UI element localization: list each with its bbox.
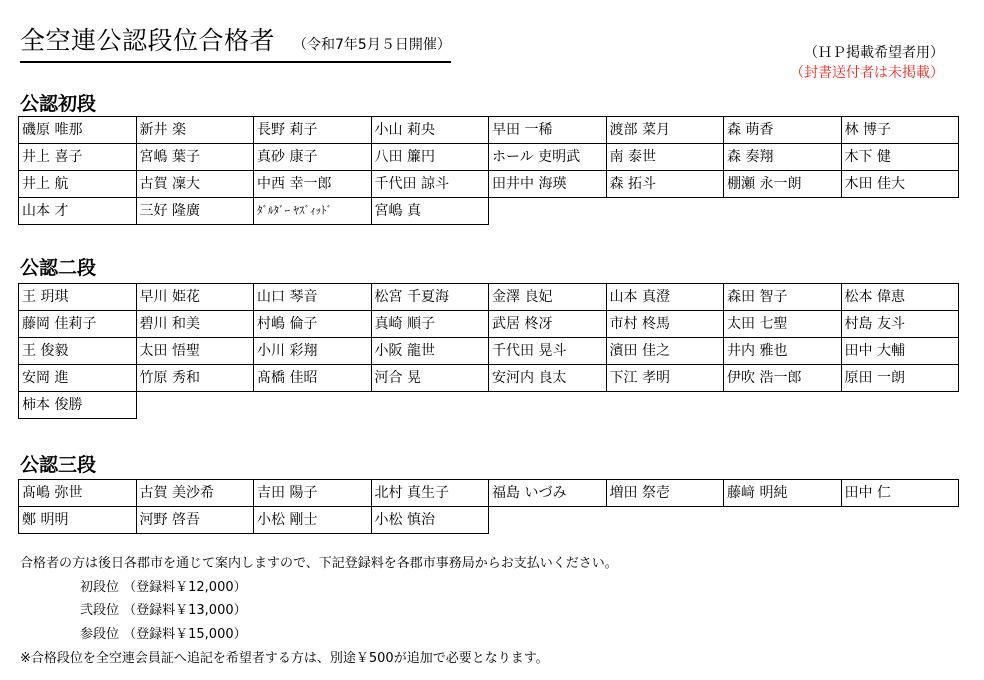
name-cell: 髙橋 佳昭 xyxy=(254,365,372,392)
name-cell: 早川 姫花 xyxy=(137,284,255,311)
name-cell: 小松 剛士 xyxy=(254,507,372,534)
name-cell: 田中 仁 xyxy=(842,480,960,507)
name-cell: 中西 幸一郎 xyxy=(254,171,372,198)
name-cell: 森 拓斗 xyxy=(607,171,725,198)
name-cell: 真砂 康子 xyxy=(254,144,372,171)
name-cell: 竹原 秀和 xyxy=(137,365,255,392)
name-cell: 福島 いづみ xyxy=(489,480,607,507)
fee-nidan: 弐段位 （登録料￥13,000） xyxy=(80,603,247,618)
name-cell: 古賀 美沙希 xyxy=(137,480,255,507)
name-cell: 濱田 佳之 xyxy=(607,338,725,365)
name-cell: 長野 莉子 xyxy=(254,117,372,144)
name-cell: 安岡 進 xyxy=(19,365,137,392)
name-cell: ﾀﾞﾙﾀﾞｰ ﾔｽﾞｨｯﾄﾞ xyxy=(254,198,372,225)
name-cell: 千代田 晃斗 xyxy=(489,338,607,365)
footer-note: ※合格段位を全空連会員証へ追記を希望者する方は、別途￥500が追加で必要となります。 xyxy=(20,651,549,666)
name-cell: 千代田 諒斗 xyxy=(372,171,490,198)
name-cell: 碧川 和美 xyxy=(137,311,255,338)
name-cell: 木下 健 xyxy=(842,144,960,171)
name-cell: 棚瀬 永一朗 xyxy=(724,171,842,198)
name-cell: 小松 慎治 xyxy=(372,507,490,534)
name-cell: 田井中 海瑛 xyxy=(489,171,607,198)
name-cell: 太田 七聖 xyxy=(724,311,842,338)
name-cell: 松宮 千夏海 xyxy=(372,284,490,311)
name-cell: 金澤 良妃 xyxy=(489,284,607,311)
names-table-shodan xyxy=(18,116,959,225)
fee-shodan: 初段位 （登録料￥12,000） xyxy=(80,580,247,595)
name-cell: 山口 琴音 xyxy=(254,284,372,311)
name-cell: 小阪 龍世 xyxy=(372,338,490,365)
name-cell: 河野 啓吾 xyxy=(137,507,255,534)
name-cell: 木田 佳大 xyxy=(842,171,960,198)
section-title-sandan: 公認三段 xyxy=(20,454,97,476)
hp-note: （ＨＰ掲載希望者用） xyxy=(804,45,944,61)
names-table-nidan xyxy=(18,283,959,419)
name-cell: 八田 簾円 xyxy=(372,144,490,171)
mail-note: （封書送付者は未掲載） xyxy=(790,65,944,81)
name-cell: 磯原 唯那 xyxy=(19,117,137,144)
name-cell: 宮嶋 葉子 xyxy=(137,144,255,171)
name-cell: 林 博子 xyxy=(842,117,960,144)
name-cell: 藤﨑 明純 xyxy=(724,480,842,507)
name-cell: 山本 真澄 xyxy=(607,284,725,311)
name-cell: 山本 才 xyxy=(19,198,137,225)
event-date: （令和7年5月５日開催） xyxy=(293,37,451,53)
name-cell: 宮嶋 真 xyxy=(372,198,490,225)
title-main: 全空連公認段位合格者 xyxy=(20,26,276,55)
name-cell: 下江 孝明 xyxy=(607,365,725,392)
name-cell: 北村 真生子 xyxy=(372,480,490,507)
name-cell: 太田 悟聖 xyxy=(137,338,255,365)
name-cell: 森 奏翔 xyxy=(724,144,842,171)
name-cell: 鄭 明明 xyxy=(19,507,137,534)
footer-instruction: 合格者の方は後日各郡市を通じて案内しますので、下記登録料を各郡市事務局からお支払いください。 xyxy=(20,556,618,571)
fee-sandan: 参段位 （登録料￥15,000） xyxy=(80,627,247,642)
page-title xyxy=(20,26,451,63)
name-cell: 王 俊毅 xyxy=(19,338,137,365)
name-cell: 南 泰世 xyxy=(607,144,725,171)
name-cell: 小川 彩翔 xyxy=(254,338,372,365)
name-cell: 武居 柊冴 xyxy=(489,311,607,338)
name-cell: 原田 一朗 xyxy=(842,365,960,392)
name-cell: 古賀 凜大 xyxy=(137,171,255,198)
name-cell: 柿本 俊勝 xyxy=(19,392,137,419)
section-title-shodan: 公認初段 xyxy=(20,93,97,115)
name-cell: 伊吹 浩一郎 xyxy=(724,365,842,392)
name-cell: 藤岡 佳莉子 xyxy=(19,311,137,338)
name-cell: 真崎 順子 xyxy=(372,311,490,338)
name-cell: 三好 隆廣 xyxy=(137,198,255,225)
name-cell: 新井 楽 xyxy=(137,117,255,144)
name-cell: 吉田 陽子 xyxy=(254,480,372,507)
name-cell: 市村 柊馬 xyxy=(607,311,725,338)
name-cell: 増田 祭壱 xyxy=(607,480,725,507)
name-cell: 髙嶋 弥世 xyxy=(19,480,137,507)
name-cell: 井内 雅也 xyxy=(724,338,842,365)
name-cell: 田中 大輔 xyxy=(842,338,960,365)
name-cell: 村島 友斗 xyxy=(842,311,960,338)
name-cell: 井上 喜子 xyxy=(19,144,137,171)
name-cell: 井上 航 xyxy=(19,171,137,198)
name-cell: 森田 智子 xyxy=(724,284,842,311)
name-cell: 村嶋 倫子 xyxy=(254,311,372,338)
name-cell: 早田 一稀 xyxy=(489,117,607,144)
name-cell: 王 玥琪 xyxy=(19,284,137,311)
name-cell: 河合 晃 xyxy=(372,365,490,392)
names-table-sandan xyxy=(18,479,959,534)
name-cell: 森 萌香 xyxy=(724,117,842,144)
name-cell: 松本 偉恵 xyxy=(842,284,960,311)
name-cell: 小山 莉央 xyxy=(372,117,490,144)
name-cell: 安河内 良太 xyxy=(489,365,607,392)
name-cell: ホール 吏明武 xyxy=(489,144,607,171)
name-cell: 渡部 菜月 xyxy=(607,117,725,144)
section-title-nidan: 公認二段 xyxy=(20,257,97,279)
